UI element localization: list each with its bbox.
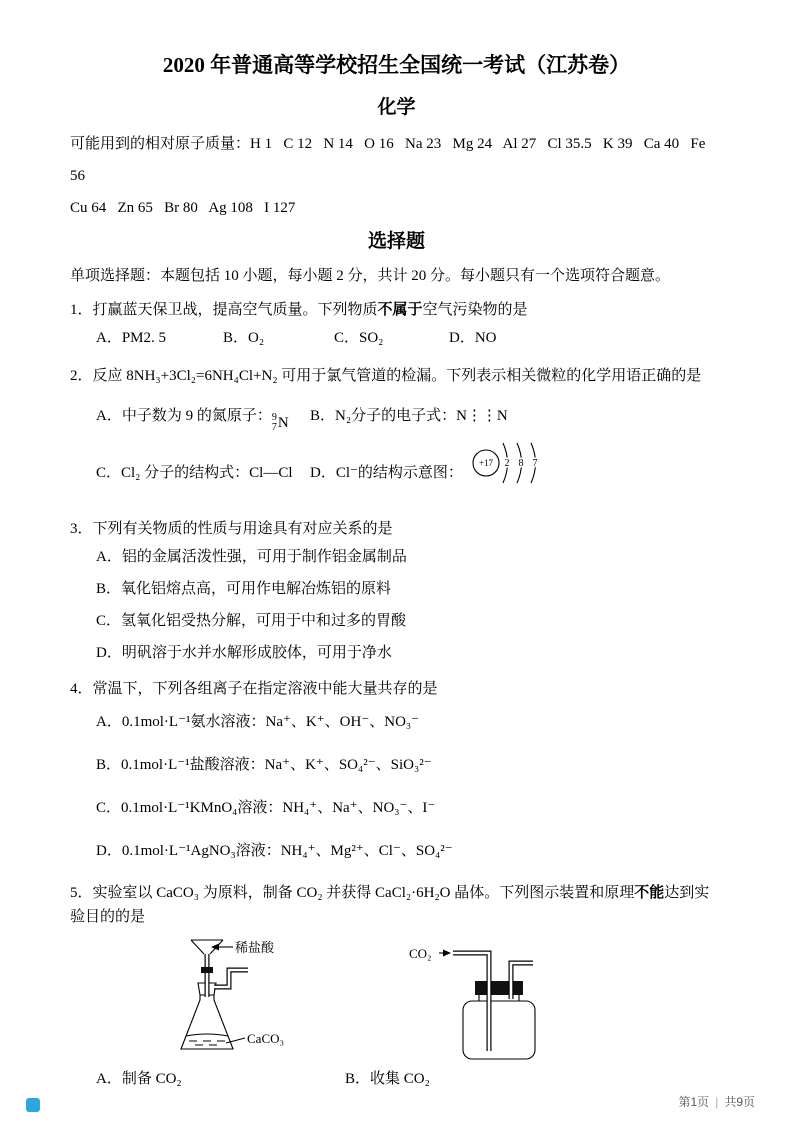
co2-inlet-label: CO₂ (409, 946, 432, 961)
q5-caption-b: B．收集 CO₂ (345, 1071, 430, 1087)
liquid-surface (186, 1034, 228, 1036)
q2-option-b: B．N₂分子的电子式：N⋮⋮N (310, 408, 508, 424)
inlet-tube-bore (453, 953, 489, 1051)
co2-generation-apparatus-diagram (107, 937, 337, 1063)
funnel-stopcock (201, 967, 213, 973)
question-5 (70, 881, 723, 1091)
shell-electron-count-3: 7 (532, 458, 538, 469)
co2-collection-apparatus-diagram (407, 937, 587, 1063)
q3-option-a: A．铝的金属活泼性强，可用于制作铝金属制品 (96, 549, 407, 565)
q2-option-d: D．Cl⁻的结构示意图： (310, 465, 463, 481)
bottle-stopper (475, 981, 523, 995)
co2-arrow-head (443, 950, 451, 957)
question-1 (70, 298, 723, 350)
q5-diagrams (70, 937, 723, 1063)
q2-options-cd (70, 439, 723, 507)
footer-separator: | (715, 1095, 719, 1109)
delivery-tube (214, 970, 248, 987)
flask-contents-hatching (189, 1041, 225, 1045)
shell-electron-count-1: 2 (504, 458, 510, 469)
page-footer (679, 1093, 756, 1110)
page-title: 2020 年普通高等学校招生全国统一考试（江苏卷） (162, 53, 631, 77)
q1-option-b: B．O₂ (223, 330, 265, 346)
inlet-tube (453, 953, 489, 1051)
section-title: 选择题 (367, 231, 425, 252)
q1-options (70, 326, 723, 350)
q2-options-ab (70, 404, 723, 435)
q4-option-c: C．0.1mol·L⁻¹KMnO₄溶液：NH₄⁺、Na⁺、NO₃⁻、I⁻ (96, 800, 436, 816)
q1-option-a: A．PM2. 5 (96, 330, 167, 346)
q2-option-c: C．Cl₂ 分子的结构式：Cl—Cl (96, 465, 293, 481)
q2-option-a (96, 404, 310, 435)
caco3-label: CaCO₃ (247, 1031, 285, 1046)
q1-option-c: C．SO₂ (334, 330, 384, 346)
atomic-masses-line-1: 可能用到的相对原子质量：H 1 C 12 N 14 O 16 Na 23 Mg 24 Al 27 Cl 35.5 K 39 Ca 40 Fe 56 (70, 136, 710, 184)
funnel-side-left (191, 940, 204, 954)
dilute-hydrochloric-acid-label: 稀盐酸 (235, 940, 275, 955)
ion-structure-diagram (471, 433, 549, 501)
q4-option-d: D．0.1mol·L⁻¹AgNO₃溶液：NH₄⁺、Mg²⁺、Cl⁻、SO₄²⁻ (96, 843, 453, 859)
q5-caption-a: A．制备 CO₂ (96, 1071, 182, 1087)
q4-option-a: A．0.1mol·L⁻¹氨水溶液：Na⁺、K⁺、OH⁻、NO₃⁻ (96, 714, 420, 730)
question-3 (70, 517, 723, 669)
q1-stem (70, 298, 723, 322)
section-intro: 单项选择题：本题包括 10 小题，每小题 2 分，共计 20 分。每小题只有一个选项符合题意。 (70, 268, 671, 284)
q1-stem-text: 1．打赢蓝天保卫战，提高空气质量。下列物质 (70, 302, 378, 318)
q5-stem-text: 5．实验室以 CaCO₃ 为原料，制备 CO₂ 并获得 CaCl₂·6H₂O 晶体。下列图示装置和原理 (70, 885, 635, 901)
q5-stem (70, 881, 723, 929)
q1-option-d: D．NO (449, 330, 497, 346)
isotope-mass-number: 9 (271, 412, 277, 423)
q5-stem-emphasis: 不能 (634, 885, 665, 901)
q2-stem: 2．反应 8NH₃+3Cl₂=6NH₄Cl+N₂ 可用于氯气管道的检漏。下列表示相关微粒的化学用语正确的是 (70, 368, 702, 384)
isotope-atomic-number: 7 (271, 422, 277, 433)
q3-option-c: C．氢氧化铝受热分解，可用于中和过多的胃酸 (96, 613, 407, 629)
question-2 (70, 364, 723, 507)
footer-total-pages: 共9页 (724, 1095, 755, 1109)
q1-stem-text-2: 空气污染物的是 (422, 302, 528, 318)
subject-title: 化学 (377, 97, 416, 118)
q3-option-d: D．明矾溶于水并水解形成胶体，可用于净水 (96, 645, 392, 661)
q4-stem: 4．常温下，下列各组离子在指定溶液中能大量共存的是 (70, 681, 438, 697)
shell-electron-count-2: 8 (518, 458, 524, 469)
isotope-symbol: N (277, 415, 289, 431)
question-4 (70, 677, 723, 873)
footer-logo-icon (26, 1098, 40, 1112)
ion-structure-svg (471, 433, 549, 493)
isotope-notation (272, 411, 289, 435)
q4-option-b: B．0.1mol·L⁻¹盐酸溶液：Na⁺、K⁺、SO₄²⁻、SiO₃²⁻ (96, 757, 432, 773)
gas-bottle-body (463, 1001, 535, 1059)
q1-stem-emphasis: 不属于 (377, 302, 423, 318)
acid-arrow-head (211, 944, 219, 951)
q3-stem: 3．下列有关物质的性质与用途具有对应关系的是 (70, 521, 393, 537)
q5-captions (70, 1067, 723, 1091)
q3-option-b: B．氧化铝熔点高，可用作电解冶炼铝的原料 (96, 581, 392, 597)
footer-page-number: 第1页 (678, 1095, 710, 1109)
atomic-masses-line-2: Cu 64 Zn 65 Br 80 Ag 108 I 127 (70, 200, 296, 216)
q5-stem-text-2: 达到实验目的的是 (70, 885, 710, 925)
q2-option-a-label: A．中子数为 9 的氮原子： (96, 408, 272, 424)
ion-nucleus-charge: +17 (478, 458, 493, 468)
